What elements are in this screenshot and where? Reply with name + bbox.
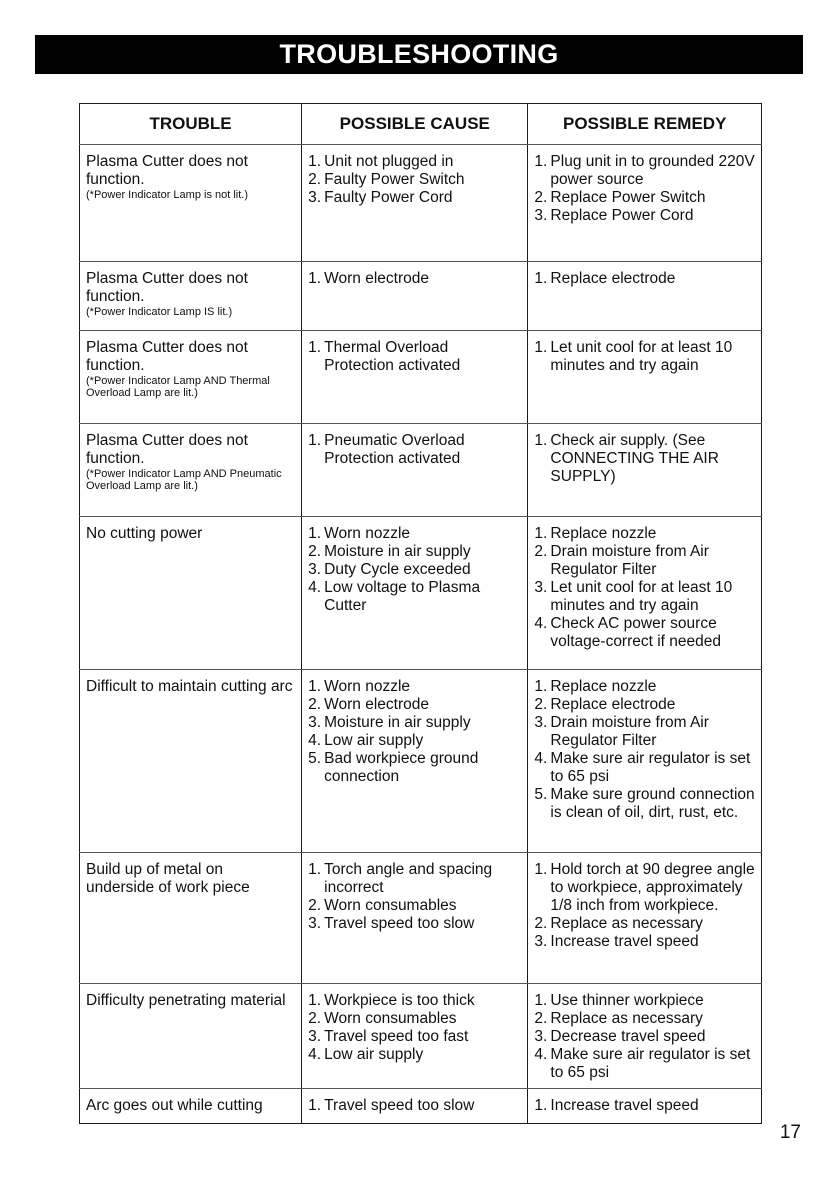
trouble-cell (80, 670, 302, 853)
item-text: Replace nozzle (550, 525, 657, 542)
cause-item (308, 696, 521, 714)
item-text: Faulty Power Switch (324, 171, 465, 188)
trouble-text: Plasma Cutter does not function. (86, 339, 248, 374)
remedy-list (534, 678, 755, 822)
remedy-list (534, 525, 755, 651)
item-text: Worn electrode (324, 696, 429, 713)
cause-cell (302, 670, 528, 853)
trouble-text: Arc goes out while cutting (86, 1097, 263, 1114)
cause-list (308, 992, 521, 1064)
item-number: 1. (308, 1097, 322, 1114)
trouble-text: Plasma Cutter does not function. (86, 270, 248, 305)
item-number: 1. (534, 678, 548, 695)
item-number: 2. (308, 897, 322, 914)
trouble-cell (80, 984, 302, 1089)
item-text: Increase travel speed (550, 933, 699, 950)
item-text: Check air supply. (See CONNECTING THE AIR SUPPLY) (550, 432, 719, 485)
item-text: Replace nozzle (550, 678, 657, 695)
item-text: Travel speed too slow (324, 915, 475, 932)
item-number: 1. (534, 339, 548, 356)
remedy-item (534, 786, 755, 822)
item-text: Replace as necessary (550, 1010, 703, 1027)
trouble-text: Plasma Cutter does not function. (86, 153, 248, 188)
remedy-item (534, 207, 755, 225)
item-text: Worn nozzle (324, 678, 411, 695)
trouble-text: Difficulty penetrating material (86, 992, 286, 1009)
item-number: 2. (534, 915, 548, 932)
item-number: 1. (534, 992, 548, 1009)
remedy-item (534, 750, 755, 786)
item-number: 3. (308, 714, 322, 731)
cause-item (308, 153, 521, 171)
cause-item (308, 992, 521, 1010)
remedy-cell (528, 145, 762, 262)
item-text: Faulty Power Cord (324, 189, 453, 206)
remedy-list (534, 1097, 755, 1115)
trouble-text: No cutting power (86, 525, 203, 542)
cause-cell (302, 145, 528, 262)
item-text: Decrease travel speed (550, 1028, 706, 1045)
item-number: 4. (534, 1046, 548, 1063)
cause-list (308, 339, 521, 375)
item-text: Low air supply (324, 732, 424, 749)
item-number: 2. (534, 189, 548, 206)
item-number: 1. (308, 432, 322, 449)
cause-item (308, 525, 521, 543)
item-number: 4. (534, 750, 548, 767)
remedy-item (534, 1028, 755, 1046)
item-number: 1. (308, 861, 322, 878)
lamp-note: (*Power Indicator Lamp is not lit.) (86, 189, 249, 201)
item-text: Replace Power Switch (550, 189, 706, 206)
cause-item (308, 897, 521, 915)
cause-item (308, 432, 521, 468)
remedy-item (534, 1010, 755, 1028)
item-text: Workpiece is too thick (324, 992, 475, 1009)
remedy-item (534, 915, 755, 933)
cause-item (308, 171, 521, 189)
table-row (80, 984, 762, 1089)
item-text: Pneumatic Overload Protection activated (324, 432, 465, 467)
item-text: Replace as necessary (550, 915, 703, 932)
item-text: Make sure ground connection is clean of oil, dirt, rust, etc. (550, 786, 755, 821)
item-number: 1. (308, 678, 322, 695)
item-text: Torch angle and spacing incorrect (324, 861, 493, 896)
cause-item (308, 678, 521, 696)
trouble-text: Difficult to maintain cutting arc (86, 678, 293, 695)
cause-cell (302, 331, 528, 424)
remedy-list (534, 861, 755, 951)
cause-item (308, 1046, 521, 1064)
cause-item (308, 189, 521, 207)
trouble-cell (80, 517, 302, 670)
header-cause: POSSIBLE CAUSE (302, 104, 528, 145)
remedy-item (534, 189, 755, 207)
item-text: Duty Cycle exceeded (324, 561, 471, 578)
item-number: 1. (308, 525, 322, 542)
item-number: 5. (308, 750, 322, 767)
cause-list (308, 432, 521, 468)
item-number: 1. (534, 1097, 548, 1114)
remedy-item (534, 153, 755, 189)
cause-cell (302, 1089, 528, 1124)
cause-list (308, 678, 521, 786)
header-remedy: POSSIBLE REMEDY (528, 104, 762, 145)
remedy-cell (528, 517, 762, 670)
item-number: 1. (534, 525, 548, 542)
remedy-cell (528, 424, 762, 517)
item-number: 3. (308, 915, 322, 932)
item-number: 3. (308, 1028, 322, 1045)
page-title: TROUBLESHOOTING (35, 35, 803, 74)
cause-item (308, 543, 521, 561)
cause-item (308, 1010, 521, 1028)
item-text: Worn electrode (324, 270, 429, 287)
item-number: 1. (308, 992, 322, 1009)
trouble-cell (80, 853, 302, 984)
cause-list (308, 525, 521, 615)
item-number: 1. (308, 339, 322, 356)
item-number: 2. (308, 543, 322, 560)
trouble-text: Plasma Cutter does not function. (86, 432, 248, 467)
item-number: 3. (534, 1028, 548, 1045)
item-text: Worn consumables (324, 1010, 457, 1027)
item-text: Bad workpiece ground connection (324, 750, 479, 785)
item-number: 2. (534, 696, 548, 713)
trouble-cell (80, 145, 302, 262)
item-text: Travel speed too fast (324, 1028, 469, 1045)
remedy-cell (528, 331, 762, 424)
remedy-item (534, 714, 755, 750)
item-number: 4. (308, 732, 322, 749)
troubleshooting-table (79, 103, 762, 1124)
trouble-text: Build up of metal on underside of work piece (86, 861, 250, 896)
cause-cell (302, 517, 528, 670)
cause-cell (302, 853, 528, 984)
cause-item (308, 1028, 521, 1046)
item-number: 2. (534, 1010, 548, 1027)
remedy-list (534, 270, 755, 288)
remedy-cell (528, 262, 762, 331)
item-number: 3. (534, 579, 548, 596)
remedy-item (534, 525, 755, 543)
item-text: Plug unit in to grounded 220V power source (550, 153, 755, 188)
cause-list (308, 153, 521, 207)
remedy-item (534, 432, 755, 486)
cause-item (308, 579, 521, 615)
item-number: 5. (534, 786, 548, 803)
item-number: 3. (308, 561, 322, 578)
lamp-note: (*Power Indicator Lamp AND Pneumatic Overload Lamp are lit.) (86, 468, 282, 492)
item-text: Drain moisture from Air Regulator Filter (550, 714, 709, 749)
item-text: Let unit cool for at least 10 minutes and try again (550, 339, 733, 374)
item-text: Worn consumables (324, 897, 457, 914)
item-number: 4. (308, 579, 322, 596)
lamp-note: (*Power Indicator Lamp IS lit.) (86, 306, 233, 318)
item-number: 3. (534, 714, 548, 731)
remedy-item (534, 992, 755, 1010)
trouble-cell (80, 1089, 302, 1124)
item-text: Travel speed too slow (324, 1097, 475, 1114)
cause-list (308, 270, 521, 288)
cause-item (308, 732, 521, 750)
table-row (80, 670, 762, 853)
remedy-cell (528, 670, 762, 853)
item-text: Increase travel speed (550, 1097, 699, 1114)
remedy-item (534, 861, 755, 915)
item-text: Replace electrode (550, 270, 676, 287)
table-row (80, 331, 762, 424)
remedy-item (534, 1046, 755, 1082)
item-text: Drain moisture from Air Regulator Filter (550, 543, 709, 578)
item-text: Make sure air regulator is set to 65 psi (550, 750, 751, 785)
remedy-item (534, 933, 755, 951)
item-text: Use thinner workpiece (550, 992, 704, 1009)
header-trouble: TROUBLE (80, 104, 302, 145)
item-number: 2. (308, 696, 322, 713)
table-row (80, 853, 762, 984)
remedy-list (534, 153, 755, 225)
table-row (80, 424, 762, 517)
remedy-item (534, 270, 755, 288)
item-number: 3. (308, 189, 322, 206)
trouble-cell (80, 424, 302, 517)
remedy-item (534, 543, 755, 579)
item-number: 1. (534, 270, 548, 287)
remedy-item (534, 1097, 755, 1115)
cause-list (308, 861, 521, 933)
cause-item (308, 339, 521, 375)
item-text: Thermal Overload Protection activated (324, 339, 461, 374)
cause-item (308, 270, 521, 288)
remedy-item (534, 615, 755, 651)
item-number: 1. (534, 432, 548, 449)
remedy-item (534, 678, 755, 696)
item-text: Unit not plugged in (324, 153, 454, 170)
remedy-cell (528, 853, 762, 984)
item-number: 1. (534, 153, 548, 170)
remedy-item (534, 696, 755, 714)
item-number: 1. (308, 270, 322, 287)
remedy-list (534, 992, 755, 1082)
item-number: 3. (534, 933, 548, 950)
cause-item (308, 561, 521, 579)
cause-item (308, 1097, 521, 1115)
remedy-list (534, 339, 755, 375)
trouble-cell (80, 262, 302, 331)
item-text: Make sure air regulator is set to 65 psi (550, 1046, 751, 1081)
table-row (80, 262, 762, 331)
item-text: Let unit cool for at least 10 minutes and try again (550, 579, 733, 614)
item-number: 1. (308, 153, 322, 170)
cause-item (308, 750, 521, 786)
table-row (80, 1089, 762, 1124)
item-number: 3. (534, 207, 548, 224)
remedy-item (534, 579, 755, 615)
item-text: Worn nozzle (324, 525, 411, 542)
item-number: 1. (534, 861, 548, 878)
item-text: Low voltage to Plasma Cutter (324, 579, 481, 614)
cause-item (308, 714, 521, 732)
remedy-cell (528, 984, 762, 1089)
cause-list (308, 1097, 521, 1115)
item-text: Moisture in air supply (324, 543, 471, 560)
item-text: Replace Power Cord (550, 207, 694, 224)
item-text: Low air supply (324, 1046, 424, 1063)
remedy-item (534, 339, 755, 375)
item-text: Check AC power source voltage-correct if needed (550, 615, 722, 650)
cause-cell (302, 262, 528, 331)
header-row (80, 104, 762, 145)
item-text: Replace electrode (550, 696, 676, 713)
item-number: 4. (534, 615, 548, 632)
item-text: Hold torch at 90 degree angle to workpiece, approximately 1/8 inch from workpiece. (550, 861, 755, 914)
item-number: 2. (308, 171, 322, 188)
cause-cell (302, 984, 528, 1089)
table-row (80, 517, 762, 670)
table-row (80, 145, 762, 262)
lamp-note: (*Power Indicator Lamp AND Thermal Overload Lamp are lit.) (86, 375, 270, 399)
remedy-list (534, 432, 755, 486)
item-number: 4. (308, 1046, 322, 1063)
cause-item (308, 915, 521, 933)
page-number: 17 (779, 1122, 801, 1143)
item-text: Moisture in air supply (324, 714, 471, 731)
trouble-cell (80, 331, 302, 424)
remedy-cell (528, 1089, 762, 1124)
item-number: 2. (308, 1010, 322, 1027)
cause-cell (302, 424, 528, 517)
item-number: 2. (534, 543, 548, 560)
cause-item (308, 861, 521, 897)
